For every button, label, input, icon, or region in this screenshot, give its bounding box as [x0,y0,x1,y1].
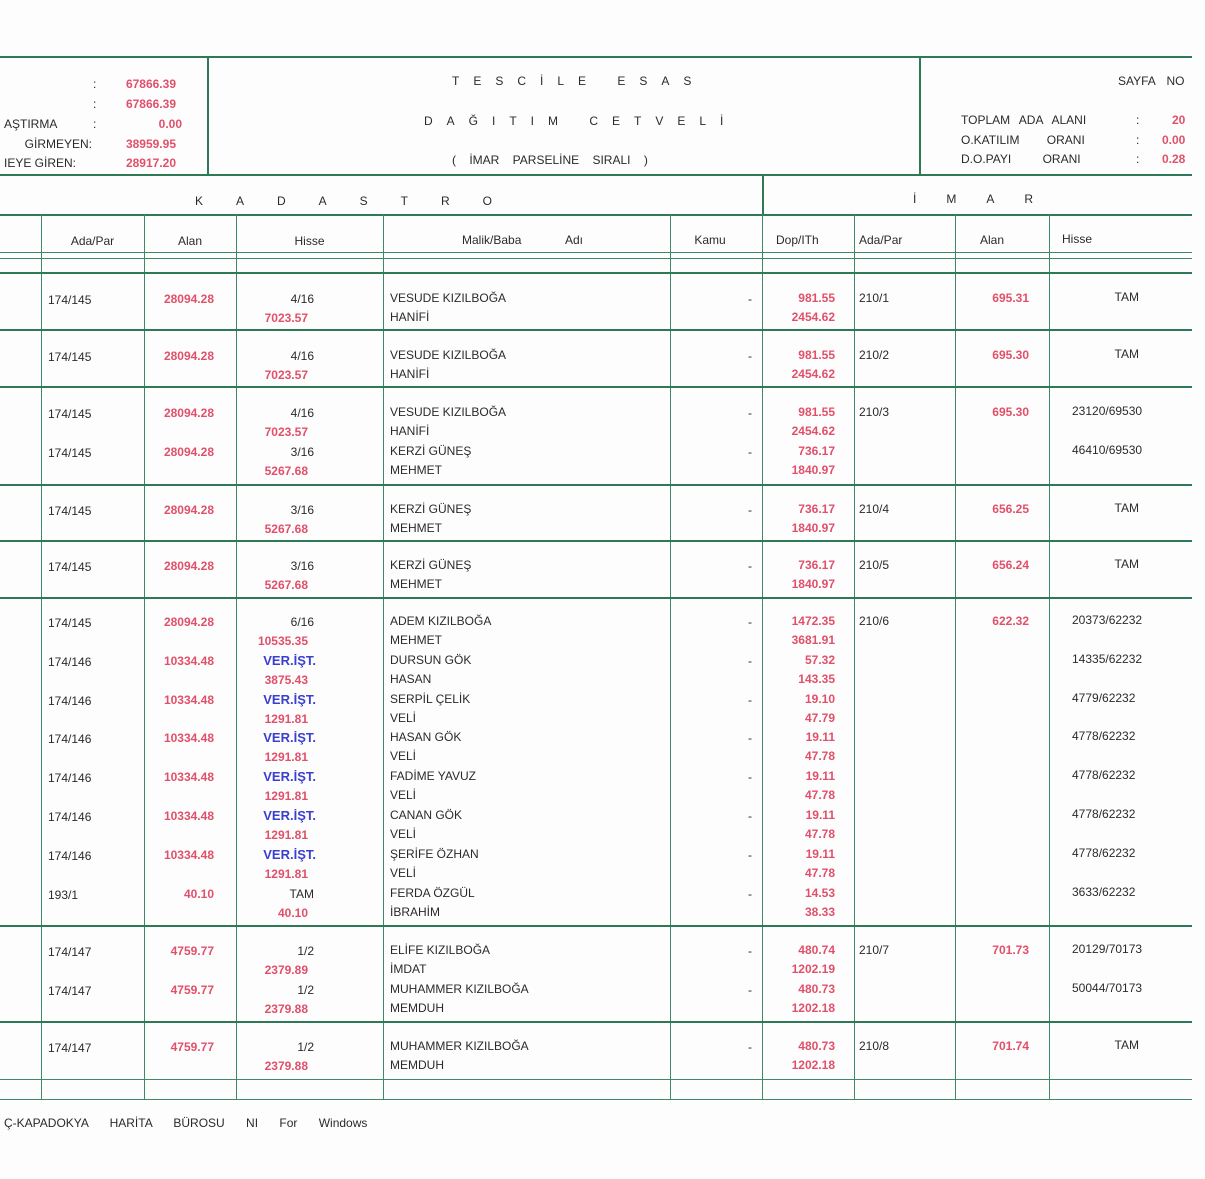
summary-value: 67866.39 [125,77,176,91]
column-header-top-border [0,214,1192,216]
summary-value: 67866.39 [125,97,176,111]
imar-hisse: TAM [1114,1038,1139,1052]
hisse: 3/16 [290,444,314,459]
hisse-alan: 5267.68 [264,463,308,478]
hisse: 4/16 [290,292,314,306]
alan: 4759.77 [170,944,214,958]
hisse-alan: 40.10 [277,905,308,920]
dop-ith-value: 2454.62 [791,424,835,438]
group-separator [0,540,1192,542]
alan: 28094.28 [163,503,214,517]
col-header-ada-par: Ada/Par [70,234,115,248]
group-separator [0,386,1192,388]
title-line-3: ( İMAR PARSELİNE SIRALI ) [452,153,648,167]
kamu: - [748,731,752,746]
dop-ith-value: 47.78 [804,827,835,841]
dop-value: 1472.35 [791,614,835,628]
hisse-alan: 1291.81 [264,828,308,842]
dop-ith-value: 1840.97 [791,462,835,477]
hisse: 4/16 [290,349,314,363]
kamu: - [748,809,752,823]
summary-colon: : [1136,133,1140,147]
ada-par: 174/146 [48,654,92,669]
father-name: VELİ [390,865,417,880]
hisse-alan: 2379.89 [264,963,308,977]
imar-alan: 695.30 [992,405,1029,419]
header-divider-left [207,56,209,174]
summary-colon: : [93,77,97,91]
col-header-alan: Alan [177,234,203,248]
imar-hisse: 23120/69530 [1072,404,1143,418]
father-name: VELİ [390,827,417,841]
table-bottom-border-2 [0,1099,1192,1100]
header-divider-right [919,56,921,174]
ada-par: 174/145 [48,293,92,307]
father-name: MEMDUH [390,1058,444,1072]
imar-ada-par: 210/3 [859,405,890,419]
dop-ith-value: 47.78 [804,865,835,880]
father-name: HANİFİ [390,310,430,324]
title-line-2: DAĞITIM CETVELİ [424,114,738,128]
dop-value: 19.11 [805,730,835,745]
imar-ada-par: 210/6 [859,614,890,628]
ada-par: 174/145 [48,350,92,364]
hisse: 6/16 [290,615,314,629]
summary-value: 38959.95 [125,137,176,151]
dop-value: 19.10 [804,691,835,706]
col-rule [41,214,42,1100]
kamu: - [748,982,752,997]
ada-par: 174/146 [48,810,92,824]
ada-par: 174/145 [48,560,92,574]
summary-value: 0.28 [1162,152,1186,166]
ada-par: 193/1 [48,887,79,902]
father-name: İMDAT [390,962,427,976]
father-name: MEHMET [390,462,442,477]
owner-name: KERZİ GÜNEŞ [390,502,472,516]
hisse-alan: 10535.35 [257,634,308,648]
dop-value: 14.53 [804,885,835,900]
summary-colon: : [93,117,97,131]
alan: 10334.48 [163,847,214,862]
section-divider [762,174,764,216]
imar-hisse: 4778/62232 [1072,729,1136,744]
dop-ith-value: 1202.18 [791,1000,835,1015]
summary-value: 28917.20 [125,156,176,170]
dop-value: 480.73 [798,1039,835,1053]
kamu: - [748,653,752,668]
kamu: - [748,770,752,785]
hisse-alan: 1291.81 [264,750,308,765]
col-header-malik: Malik/Baba [462,233,522,247]
col-header-hisse: Hisse [294,234,325,248]
imar-ada-par: 210/1 [859,291,890,305]
imar-ada-par: 210/7 [859,943,890,957]
father-name: VELİ [390,710,417,725]
dop-ith-value: 1202.19 [791,962,835,976]
imar-ada-par: 210/2 [859,348,890,362]
summary-label: O.KATILIM ORANI [961,133,1085,147]
alan: 10334.48 [163,770,214,785]
dop-ith-value: 1202.18 [791,1058,835,1072]
alan: 28094.28 [163,559,214,573]
group-separator [0,484,1192,486]
hisse-alan: 7023.57 [264,311,308,325]
ada-par: 174/145 [48,407,92,421]
owner-name: CANAN GÖK [390,808,463,822]
hisse: VER.İŞT. [263,769,316,785]
col-header-imar-alan: Alan [979,233,1005,247]
alan: 4759.77 [170,982,214,997]
kamu: - [748,944,752,958]
hisse: 1/2 [297,944,314,958]
father-name: MEHMET [390,577,442,591]
dop-ith-value: 2454.62 [791,310,835,324]
summary-label: D.O.PAYI ORANI [961,152,1081,166]
hisse: 3/16 [290,503,314,517]
col-header-imar-hisse: Hisse [1062,232,1093,246]
hisse: VER.İŞT. [263,808,316,823]
group-separator [0,272,1192,274]
table-bottom-border [0,1079,1192,1080]
owner-name: SERPİL ÇELİK [390,691,471,706]
father-name: HANİFİ [390,367,430,381]
column-header-bottom-border [0,252,1192,253]
dop-ith-value: 2454.62 [791,367,835,381]
hisse-alan: 2379.88 [264,1001,308,1016]
kamu: - [748,1040,752,1054]
alan: 10334.48 [163,809,214,823]
hisse: VER.İŞT. [263,730,316,746]
hisse: 1/2 [297,982,314,997]
summary-label: TOPLAM ADA ALANI [961,113,1087,127]
hisse: 4/16 [290,406,314,420]
imar-alan: 701.73 [992,943,1029,957]
dop-ith-value: 47.79 [804,710,835,725]
father-name: İBRAHİM [390,904,441,919]
alan: 10334.48 [163,692,214,707]
father-name: MEMDUH [390,1000,444,1015]
ada-par: 174/147 [48,945,92,959]
ada-par: 174/145 [48,616,92,630]
kamu: - [748,692,752,707]
kamu: - [748,444,752,459]
header-bottom-border [0,174,1192,176]
hisse: 1/2 [297,1040,314,1054]
section-imar: İMAR [913,192,1063,206]
summary-colon: : [93,97,97,111]
ada-par: 174/146 [48,848,92,863]
kamu: - [748,847,752,862]
kamu: - [748,292,752,306]
imar-hisse: TAM [1114,347,1139,361]
hisse-alan: 1291.81 [264,866,308,881]
kamu: - [748,503,752,517]
kamu: - [748,559,752,573]
imar-hisse: 50044/70173 [1072,980,1143,995]
dop-value: 480.74 [798,943,835,957]
imar-hisse: 14335/62232 [1072,651,1143,666]
alan: 4759.77 [170,1040,214,1054]
kamu: - [748,886,752,901]
ada-par: 174/146 [48,732,92,747]
dop-ith-value: 1840.97 [791,521,835,535]
imar-hisse: 46410/69530 [1072,442,1143,457]
group-separator [0,1021,1192,1023]
dop-ith-value: 47.78 [804,788,835,803]
summary-value: 0.00 [158,117,182,131]
dop-value: 736.17 [798,558,835,572]
owner-name: VESUDE KIZILBOĞA [390,291,507,305]
col-header-dop: Dop/ITh [776,233,819,247]
owner-name: VESUDE KIZILBOĞA [390,405,507,419]
column-header-bottom-border-2 [0,258,1192,259]
imar-hisse: TAM [1114,557,1139,571]
dop-value: 736.17 [798,502,835,516]
ada-par: 174/145 [48,504,92,518]
hisse: VER.İŞT. [263,691,316,707]
imar-hisse: 4778/62232 [1072,845,1136,860]
hisse-alan: 1291.81 [264,711,308,726]
hisse-alan: 3875.43 [264,672,308,687]
hisse-alan: 7023.57 [264,368,308,382]
group-separator [0,925,1192,927]
kamu: - [748,406,752,420]
imar-alan: 656.24 [992,558,1029,572]
imar-alan: 701.74 [992,1039,1029,1053]
alan: 28094.28 [163,615,214,629]
alan: 10334.48 [163,653,214,668]
col-rule [955,214,956,1100]
dop-value: 981.55 [798,291,835,305]
title-line-1: TESCİLE ESAS [452,74,706,88]
imar-hisse: 20129/70173 [1072,942,1143,956]
hisse-alan: 5267.68 [264,578,308,592]
dop-ith-value: 47.78 [804,749,835,764]
dop-ith-value: 3681.91 [791,633,835,647]
ada-par: 174/146 [48,693,92,708]
father-name: MEHMET [390,521,442,535]
imar-ada-par: 210/8 [859,1039,890,1053]
hisse-alan: 7023.57 [264,425,308,439]
ada-par: 174/145 [48,445,92,460]
imar-hisse: 20373/62232 [1072,613,1143,627]
father-name: HASAN [390,671,432,686]
summary-colon: : [1136,152,1140,166]
owner-name: HASAN GÖK [390,730,462,745]
dop-ith-value: 38.33 [804,904,835,919]
ada-par: 174/147 [48,1041,92,1055]
dop-value: 981.55 [798,348,835,362]
dop-value: 480.73 [798,981,835,996]
owner-name: ADEM KIZILBOĞA [390,614,492,628]
ada-par: 174/147 [48,983,92,998]
owner-name: VESUDE KIZILBOĞA [390,348,507,362]
hisse-alan: 1291.81 [264,789,308,804]
footer-text: Ç-KAPADOKYA HARİTA BÜROSU NI For Windows [4,1116,368,1130]
owner-name: FERDA ÖZGÜL [390,885,475,900]
father-name: MEHMET [390,633,442,647]
col-rule [383,214,384,1100]
summary-value: 0.00 [1162,133,1186,147]
imar-ada-par: 210/5 [859,558,890,572]
owner-name: MUHAMMER KIZILBOĞA [390,981,529,996]
owner-name: ELİFE KIZILBOĞA [390,943,491,957]
alan: 40.10 [183,886,214,901]
owner-name: DURSUN GÖK [390,652,472,667]
group-separator [0,597,1192,599]
alan: 28094.28 [163,292,214,306]
owner-name: KERZİ GÜNEŞ [390,443,472,458]
imar-alan: 656.25 [992,502,1029,516]
dop-ith-value: 1840.97 [791,577,835,591]
father-name: HANİFİ [390,424,430,438]
col-header-adi: Adı [565,233,584,247]
summary-value: 20 [1172,113,1186,127]
col-header-imar-ada-par: Ada/Par [859,233,903,247]
header-top-border [0,56,1192,58]
imar-alan: 695.31 [992,291,1029,305]
summary-colon: : [1136,113,1140,127]
owner-name: MUHAMMER KIZILBOĞA [390,1039,529,1053]
imar-hisse: 4779/62232 [1072,690,1136,705]
col-header-kamu: Kamu [694,233,726,247]
summary-label: GİRMEYEN: [24,137,92,151]
kamu: - [748,349,752,363]
hisse: TAM [289,886,314,901]
hisse-alan: 5267.68 [264,522,308,536]
group-separator [0,329,1192,331]
imar-hisse: TAM [1114,501,1139,515]
ada-par: 174/146 [48,771,92,786]
kamu: - [748,615,752,629]
father-name: VELİ [390,749,417,764]
owner-name: ŞERİFE ÖZHAN [390,846,479,861]
section-kadastro: KADASTRO [195,194,526,208]
dop-ith-value: 143.35 [798,671,835,686]
father-name: VELİ [390,788,417,803]
summary-label: AŞTIRMA [4,117,58,131]
alan: 28094.28 [163,349,214,363]
page-number-label: SAYFA NO [1118,74,1185,88]
imar-hisse: 3633/62232 [1072,884,1136,899]
imar-ada-par: 210/4 [859,502,890,516]
owner-name: KERZİ GÜNEŞ [390,558,472,572]
dop-value: 19.11 [805,808,835,822]
imar-alan: 622.32 [992,614,1029,628]
imar-alan: 695.30 [992,348,1029,362]
dop-value: 19.11 [805,846,835,861]
col-rule [854,214,855,1100]
dop-value: 57.32 [804,652,835,667]
alan: 10334.48 [163,731,214,746]
imar-hisse: 4778/62232 [1072,768,1136,783]
hisse: 3/16 [290,559,314,573]
owner-name: FADİME YAVUZ [390,769,477,784]
imar-hisse: 4778/62232 [1072,807,1136,821]
imar-hisse: TAM [1114,290,1139,304]
dop-value: 19.11 [805,769,835,784]
hisse-alan: 2379.88 [264,1059,308,1073]
dop-value: 736.17 [798,443,835,458]
summary-label: IEYE GİREN: [4,156,77,170]
alan: 28094.28 [163,444,214,459]
dop-value: 981.55 [798,405,835,419]
hisse: VER.İŞT. [263,652,316,668]
alan: 28094.28 [163,406,214,420]
hisse: VER.İŞT. [263,846,316,862]
